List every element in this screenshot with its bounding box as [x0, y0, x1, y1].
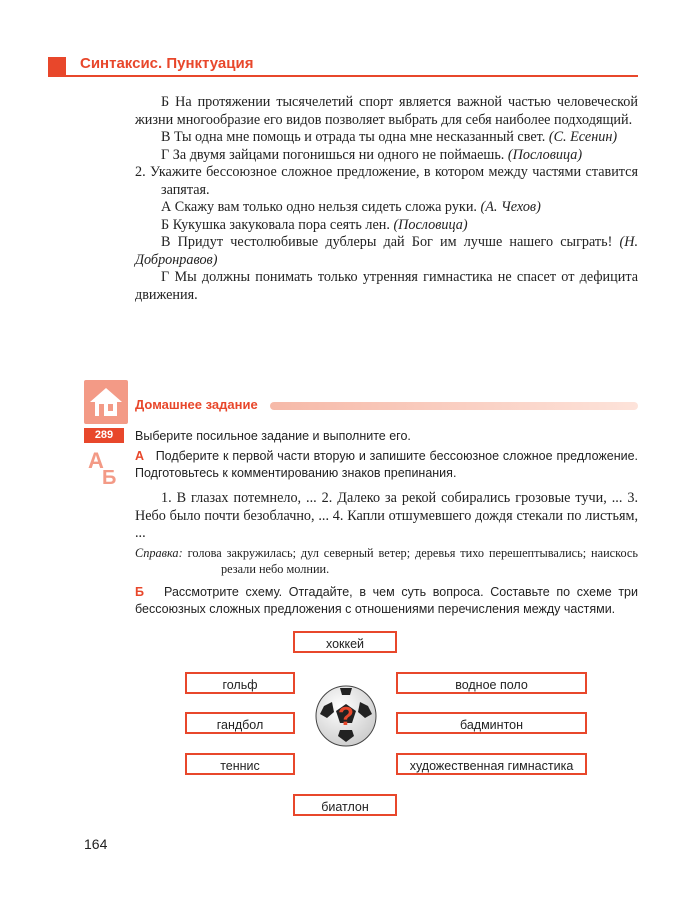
header-marker	[48, 57, 66, 75]
svg-text:А: А	[88, 448, 104, 473]
option-g1: Г За двумя зайцами погонишься ни одного не поймаешь. (Пословица)	[161, 146, 583, 163]
reference-block	[135, 545, 638, 577]
exercise-number-badge: 289	[84, 428, 124, 443]
option-g2: Г Мы должны понимать только утренняя гимнастика не спасет от дефицита движения.	[135, 269, 638, 303]
ab-letters-icon	[86, 446, 126, 486]
scheme-box-water-polo: водное поло	[396, 672, 587, 694]
svg-text:Б: Б	[102, 467, 117, 486]
header-divider	[48, 75, 638, 77]
question-2: 2. Укажите бессоюзное сложное предложение, в котором между частями ставится запятая.	[135, 164, 638, 198]
option-v1: В Ты одна мне помощь и отрада ты одна мне несказанный свет. (С. Есенин)	[161, 129, 618, 145]
soccer-ball-icon	[314, 684, 378, 748]
homework-intro: Выберите посильное задание и выполните его.	[135, 429, 411, 443]
scheme-box-handball: гандбол	[185, 712, 295, 734]
page-number: 164	[84, 836, 108, 852]
reference-text: Справка: голова закружилась; дул северный ветер; деревья тихо перешептывались; наискось резали небо молнии.	[135, 546, 638, 576]
task-a-examples-block	[135, 490, 638, 543]
scheme-box-badminton: бадминтон	[396, 712, 587, 734]
option-b1: Б На протяжении тысячелетий спорт является важной частью человеческой жизни многообразие его видов позволяет выбрать для себя наиболее подходящий.	[135, 94, 638, 128]
scheme-box-biathlon: биатлон	[293, 794, 397, 816]
option-b2: Б Кукушка закуковала пора сеять лен. (Пословица)	[161, 216, 468, 233]
option-v2: В Придут честолюбивые дублеры дай Бог им лучше нашего сыграть! (Н. Добронравов)	[135, 234, 638, 268]
homework-title: Домашнее задание	[135, 397, 258, 412]
task-a-examples: 1. В глазах потемнело, ... 2. Далеко за рекой собирались грозовые тучи, ... 3. Небо было почти безоблачно, ... 4. Капли отшумевшего дождя стекали по листьям, ...	[135, 490, 638, 541]
task-a: А Подберите к первой части вторую и запишите бессоюзное сложное предложение. Подготовьтесь к комментированию знаков препинания.	[135, 449, 639, 480]
option-a2: А Скажу вам только одно нельзя сидеть сложа руки. (А. Чехов)	[161, 199, 541, 215]
homework-stripe	[270, 402, 638, 410]
task-b: Б Рассмотрите схему. Отгадайте, в чем суть вопроса. Составьте по схеме три бессоюзных сложных предложения с отношениями перечисления между частями.	[135, 585, 638, 616]
section-title: Синтаксис. Пунктуация	[80, 55, 254, 72]
house-icon	[84, 380, 128, 424]
scheme-box-gymnastics: художественная гимнастика	[396, 753, 587, 775]
homework-text	[135, 428, 638, 482]
scheme-box-golf: гольф	[185, 672, 295, 694]
task-b-block	[135, 584, 638, 618]
scheme-box-tennis: теннис	[185, 753, 295, 775]
scheme-box-hockey: хоккей	[293, 631, 397, 653]
ball-question-mark: ?	[338, 701, 354, 731]
exercise-text-top	[135, 94, 638, 304]
